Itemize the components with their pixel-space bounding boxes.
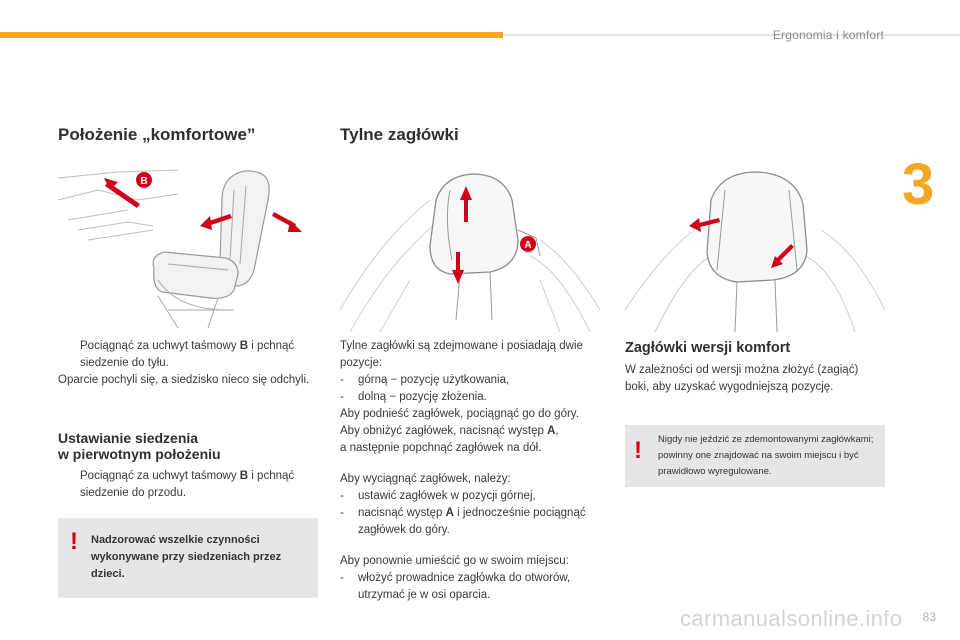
label-b: B: [140, 176, 148, 187]
warning-icon: !: [70, 528, 78, 555]
warning-box-headrests: [625, 425, 885, 487]
chapter-number: 3: [902, 152, 935, 217]
watermark: carmanualsonline.info: [680, 606, 903, 631]
comfort-description: Oparcie pochyli się, a siedzisko nieco się odchyli.: [58, 374, 310, 386]
list-item: Pociągnąć za uchwyt taśmowy B i pchnąć siedzenie do przodu.: [80, 470, 295, 499]
rear-headrest-illustration: [340, 160, 600, 332]
list-item: - włożyć prowadnice zagłówka do otworów, utrzymać je w osi oparcia.: [340, 572, 571, 601]
list-item: - dolną − pozycję złożenia.: [340, 391, 487, 403]
warning-text: Nigdy nie jeździć ze zdemontowanymi zagłówkami; powinny one znajdować na swoim miejscu i być prawidłowo wyregulowane.: [658, 434, 874, 477]
rear-text: [340, 338, 605, 604]
comfort-position-heading: Położenie „komfortowe”: [58, 125, 256, 144]
rear-headrests-heading: Tylne zagłówki: [340, 125, 459, 144]
comfort-headrest-heading: Zagłówki wersji komfort: [625, 340, 791, 356]
comfort-text: [58, 338, 318, 389]
reset-heading: Ustawianie siedzenia w pierwotnym położeniu: [58, 430, 221, 462]
rear-intro: Tylne zagłówki są zdejmowane i posiadają dwie pozycje:: [340, 340, 583, 369]
movement-arrows: [104, 178, 302, 232]
list-item: - nacisnąć występ A i jednocześnie pociągnąć zagłówek do góry.: [340, 507, 586, 536]
label-a: A: [524, 240, 532, 251]
warning-box-children: [58, 518, 318, 598]
list-item: Pociągnąć za uchwyt taśmowy B i pchnąć siedzenie do tyłu.: [80, 340, 295, 369]
lower-instruction-cont: a następnie popchnąć zagłówek na dół.: [340, 442, 542, 454]
remove-intro: Aby wyciągnąć zagłówek, należy:: [340, 473, 511, 485]
comfort-headrest-illustration: [625, 160, 885, 332]
section-title: Ergonomia i komfort: [772, 28, 884, 42]
reset-text: [58, 468, 318, 502]
seat-comfort-illustration: [58, 160, 316, 332]
list-item: - ustawić zagłówek w pozycji górnej,: [340, 490, 536, 502]
accent-bar: [0, 32, 503, 38]
page-number: 83: [922, 610, 936, 624]
warning-icon: !: [634, 437, 642, 464]
header-rule: [503, 34, 960, 36]
refit-intro: Aby ponownie umieścić go w swoim miejscu:: [340, 555, 569, 567]
raise-instruction: Aby podnieść zagłówek, pociągnąć go do góry.: [340, 408, 579, 420]
list-item: - górną − pozycję użytkowania,: [340, 374, 510, 386]
warning-text: Nadzorować wszelkie czynności wykonywane przy siedzeniach przez dzieci.: [91, 534, 282, 580]
lower-instruction: Aby obniżyć zagłówek, nacisnąć występ A,: [340, 425, 559, 437]
comfort-headrest-text: W zależności od wersji można złożyć (zagiąć) boki, aby uzyskać wygodniejszą pozycję.: [625, 364, 859, 393]
